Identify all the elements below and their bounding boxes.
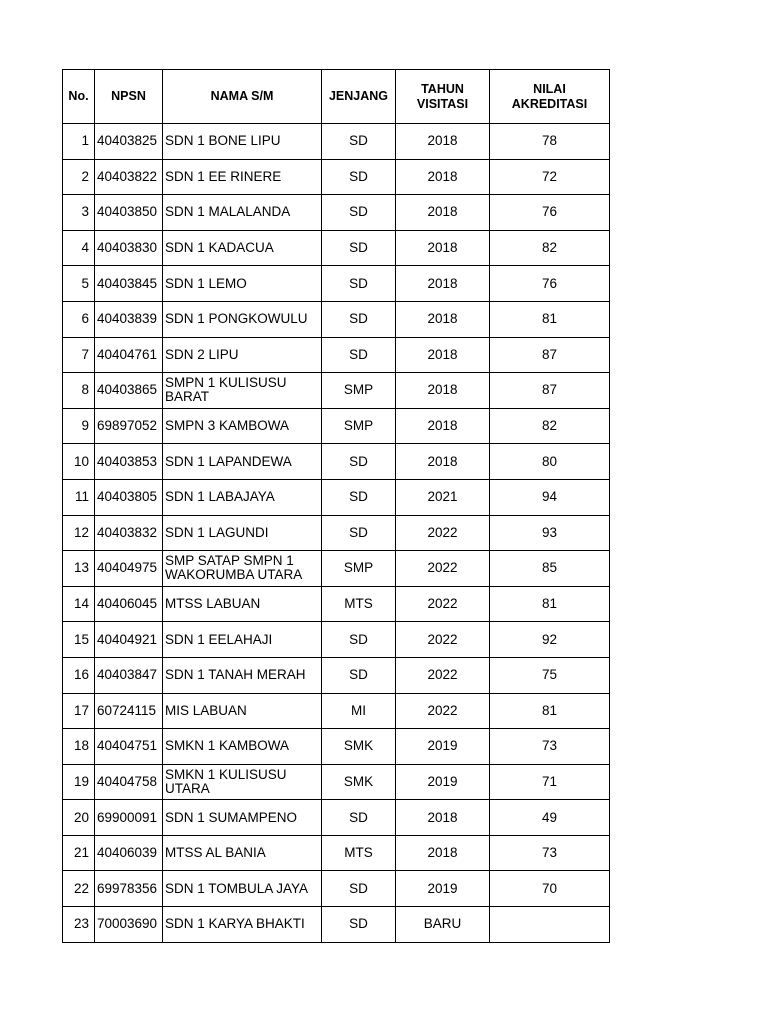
table-row	[63, 515, 610, 551]
cell-no: 21	[63, 835, 95, 871]
table-row	[63, 871, 610, 907]
cell-no: 18	[63, 729, 95, 765]
table-row	[63, 195, 610, 231]
cell-tahun: 2022	[396, 586, 490, 622]
cell-nama: SDN 1 MALALANDA	[163, 195, 322, 231]
cell-no: 3	[63, 195, 95, 231]
cell-npsn: 40406039	[95, 835, 163, 871]
table-row	[63, 266, 610, 302]
cell-nilai: 81	[490, 301, 610, 337]
cell-jenjang: SMP	[322, 408, 396, 444]
table-row	[63, 159, 610, 195]
table-row	[63, 301, 610, 337]
cell-tahun: 2018	[396, 266, 490, 302]
table-row	[63, 408, 610, 444]
cell-jenjang: SD	[322, 124, 396, 160]
cell-tahun: 2021	[396, 479, 490, 515]
cell-nama: SMKN 1 KAMBOWA	[163, 729, 322, 765]
cell-nama: MTSS LABUAN	[163, 586, 322, 622]
cell-tahun: 2022	[396, 515, 490, 551]
cell-tahun: 2018	[396, 337, 490, 373]
cell-jenjang: SMK	[322, 729, 396, 765]
cell-jenjang: SD	[322, 266, 396, 302]
table-row	[63, 551, 610, 587]
table-row	[63, 693, 610, 729]
cell-no: 16	[63, 657, 95, 693]
cell-nama: SDN 1 SUMAMPENO	[163, 800, 322, 836]
header-tahun-visitasi	[396, 70, 490, 124]
cell-nama: MIS LABUAN	[163, 693, 322, 729]
cell-jenjang: SD	[322, 907, 396, 943]
cell-nama: SDN 1 KADACUA	[163, 230, 322, 266]
cell-jenjang: SD	[322, 159, 396, 195]
cell-tahun: 2018	[396, 195, 490, 231]
table-row	[63, 835, 610, 871]
header-npsn: NPSN	[95, 70, 163, 124]
cell-no: 12	[63, 515, 95, 551]
cell-nama: SMKN 1 KULISUSU UTARA	[163, 764, 322, 800]
cell-npsn: 40404751	[95, 729, 163, 765]
cell-jenjang: MTS	[322, 835, 396, 871]
cell-no: 2	[63, 159, 95, 195]
cell-tahun: 2018	[396, 800, 490, 836]
cell-no: 4	[63, 230, 95, 266]
cell-npsn: 40403865	[95, 373, 163, 409]
table-row	[63, 586, 610, 622]
cell-nilai	[490, 907, 610, 943]
cell-npsn: 69900091	[95, 800, 163, 836]
cell-no: 13	[63, 551, 95, 587]
header-tahun-line1: TAHUN	[421, 81, 464, 96]
cell-jenjang: SD	[322, 515, 396, 551]
cell-nilai: 78	[490, 124, 610, 160]
cell-no: 10	[63, 444, 95, 480]
cell-no: 23	[63, 907, 95, 943]
cell-tahun: 2018	[396, 408, 490, 444]
table-row	[63, 800, 610, 836]
cell-npsn: 40404758	[95, 764, 163, 800]
cell-jenjang: SMK	[322, 764, 396, 800]
table-row	[63, 373, 610, 409]
cell-nilai: 73	[490, 729, 610, 765]
cell-tahun: 2018	[396, 230, 490, 266]
cell-npsn: 40403847	[95, 657, 163, 693]
cell-jenjang: SD	[322, 657, 396, 693]
cell-tahun: 2018	[396, 159, 490, 195]
cell-tahun: 2019	[396, 729, 490, 765]
cell-nilai: 93	[490, 515, 610, 551]
cell-tahun: BARU	[396, 907, 490, 943]
cell-tahun: 2018	[396, 835, 490, 871]
cell-npsn: 69978356	[95, 871, 163, 907]
cell-npsn: 70003690	[95, 907, 163, 943]
cell-nama: SDN 1 LEMO	[163, 266, 322, 302]
cell-no: 17	[63, 693, 95, 729]
accreditation-table	[62, 69, 610, 943]
cell-npsn: 40403825	[95, 124, 163, 160]
cell-npsn: 60724115	[95, 693, 163, 729]
cell-nilai: 87	[490, 373, 610, 409]
cell-nilai: 92	[490, 622, 610, 658]
header-nama: NAMA S/M	[163, 70, 322, 124]
cell-tahun: 2019	[396, 871, 490, 907]
cell-no: 11	[63, 479, 95, 515]
cell-no: 5	[63, 266, 95, 302]
table-body	[63, 124, 610, 943]
cell-nilai: 81	[490, 586, 610, 622]
cell-tahun: 2018	[396, 124, 490, 160]
cell-npsn: 69897052	[95, 408, 163, 444]
cell-nilai: 82	[490, 230, 610, 266]
cell-nilai: 94	[490, 479, 610, 515]
header-jenjang: JENJANG	[322, 70, 396, 124]
cell-no: 7	[63, 337, 95, 373]
cell-no: 6	[63, 301, 95, 337]
cell-jenjang: SD	[322, 622, 396, 658]
table-row	[63, 657, 610, 693]
table-row	[63, 479, 610, 515]
cell-npsn: 40403845	[95, 266, 163, 302]
cell-tahun: 2018	[396, 301, 490, 337]
cell-npsn: 40404921	[95, 622, 163, 658]
cell-npsn: 40403830	[95, 230, 163, 266]
cell-nilai: 72	[490, 159, 610, 195]
cell-jenjang: SD	[322, 230, 396, 266]
cell-nilai: 70	[490, 871, 610, 907]
cell-nama: SDN 1 EELAHAJI	[163, 622, 322, 658]
cell-jenjang: SD	[322, 871, 396, 907]
cell-jenjang: SD	[322, 195, 396, 231]
cell-npsn: 40403832	[95, 515, 163, 551]
cell-npsn: 40403805	[95, 479, 163, 515]
table-row	[63, 444, 610, 480]
cell-jenjang: MI	[322, 693, 396, 729]
cell-nama: SDN 1 LAGUNDI	[163, 515, 322, 551]
cell-nilai: 49	[490, 800, 610, 836]
cell-nama: SDN 1 EE RINERE	[163, 159, 322, 195]
cell-nilai: 76	[490, 266, 610, 302]
table-row	[63, 764, 610, 800]
cell-tahun: 2022	[396, 551, 490, 587]
cell-nilai: 87	[490, 337, 610, 373]
cell-nama: SDN 1 TANAH MERAH	[163, 657, 322, 693]
header-row	[63, 70, 610, 124]
cell-jenjang: SD	[322, 479, 396, 515]
cell-jenjang: SD	[322, 444, 396, 480]
table-row	[63, 124, 610, 160]
cell-tahun: 2018	[396, 373, 490, 409]
cell-tahun: 2019	[396, 764, 490, 800]
cell-no: 14	[63, 586, 95, 622]
header-tahun-line2: VISITASI	[416, 96, 469, 111]
table-row	[63, 230, 610, 266]
cell-no: 8	[63, 373, 95, 409]
cell-jenjang: SD	[322, 301, 396, 337]
cell-jenjang: SD	[322, 337, 396, 373]
cell-npsn: 40403850	[95, 195, 163, 231]
cell-nilai: 80	[490, 444, 610, 480]
cell-npsn: 40403853	[95, 444, 163, 480]
cell-npsn: 40403839	[95, 301, 163, 337]
cell-tahun: 2022	[396, 657, 490, 693]
cell-no: 1	[63, 124, 95, 160]
cell-no: 22	[63, 871, 95, 907]
cell-nama: SDN 1 TOMBULA JAYA	[163, 871, 322, 907]
cell-jenjang: MTS	[322, 586, 396, 622]
cell-nama: SDN 1 BONE LIPU	[163, 124, 322, 160]
table-row	[63, 337, 610, 373]
header-nilai-akreditasi	[490, 70, 610, 124]
table-row	[63, 907, 610, 943]
cell-no: 15	[63, 622, 95, 658]
cell-nama: SMP SATAP SMPN 1 WAKORUMBA UTARA	[163, 551, 322, 587]
cell-jenjang: SMP	[322, 373, 396, 409]
header-nilai-line1: NILAI	[533, 81, 566, 96]
cell-nama: MTSS AL BANIA	[163, 835, 322, 871]
cell-nama: SMPN 3 KAMBOWA	[163, 408, 322, 444]
table-row	[63, 729, 610, 765]
cell-no: 19	[63, 764, 95, 800]
cell-tahun: 2022	[396, 622, 490, 658]
cell-npsn: 40404761	[95, 337, 163, 373]
cell-nama: SDN 2 LIPU	[163, 337, 322, 373]
cell-nilai: 82	[490, 408, 610, 444]
cell-nilai: 81	[490, 693, 610, 729]
cell-nilai: 73	[490, 835, 610, 871]
cell-nama: SMPN 1 KULISUSU BARAT	[163, 373, 322, 409]
cell-tahun: 2022	[396, 693, 490, 729]
cell-nama: SDN 1 PONGKOWULU	[163, 301, 322, 337]
cell-no: 9	[63, 408, 95, 444]
cell-npsn: 40404975	[95, 551, 163, 587]
cell-jenjang: SD	[322, 800, 396, 836]
cell-nilai: 76	[490, 195, 610, 231]
cell-nilai: 85	[490, 551, 610, 587]
cell-npsn: 40403822	[95, 159, 163, 195]
cell-tahun: 2018	[396, 444, 490, 480]
cell-nilai: 71	[490, 764, 610, 800]
cell-npsn: 40406045	[95, 586, 163, 622]
cell-jenjang: SMP	[322, 551, 396, 587]
cell-nama: SDN 1 LAPANDEWA	[163, 444, 322, 480]
table-row	[63, 622, 610, 658]
header-nilai-line2: AKREDITASI	[511, 96, 588, 111]
header-no: No.	[63, 70, 95, 124]
cell-nilai: 75	[490, 657, 610, 693]
cell-nama: SDN 1 LABAJAYA	[163, 479, 322, 515]
cell-no: 20	[63, 800, 95, 836]
cell-nama: SDN 1 KARYA BHAKTI	[163, 907, 322, 943]
